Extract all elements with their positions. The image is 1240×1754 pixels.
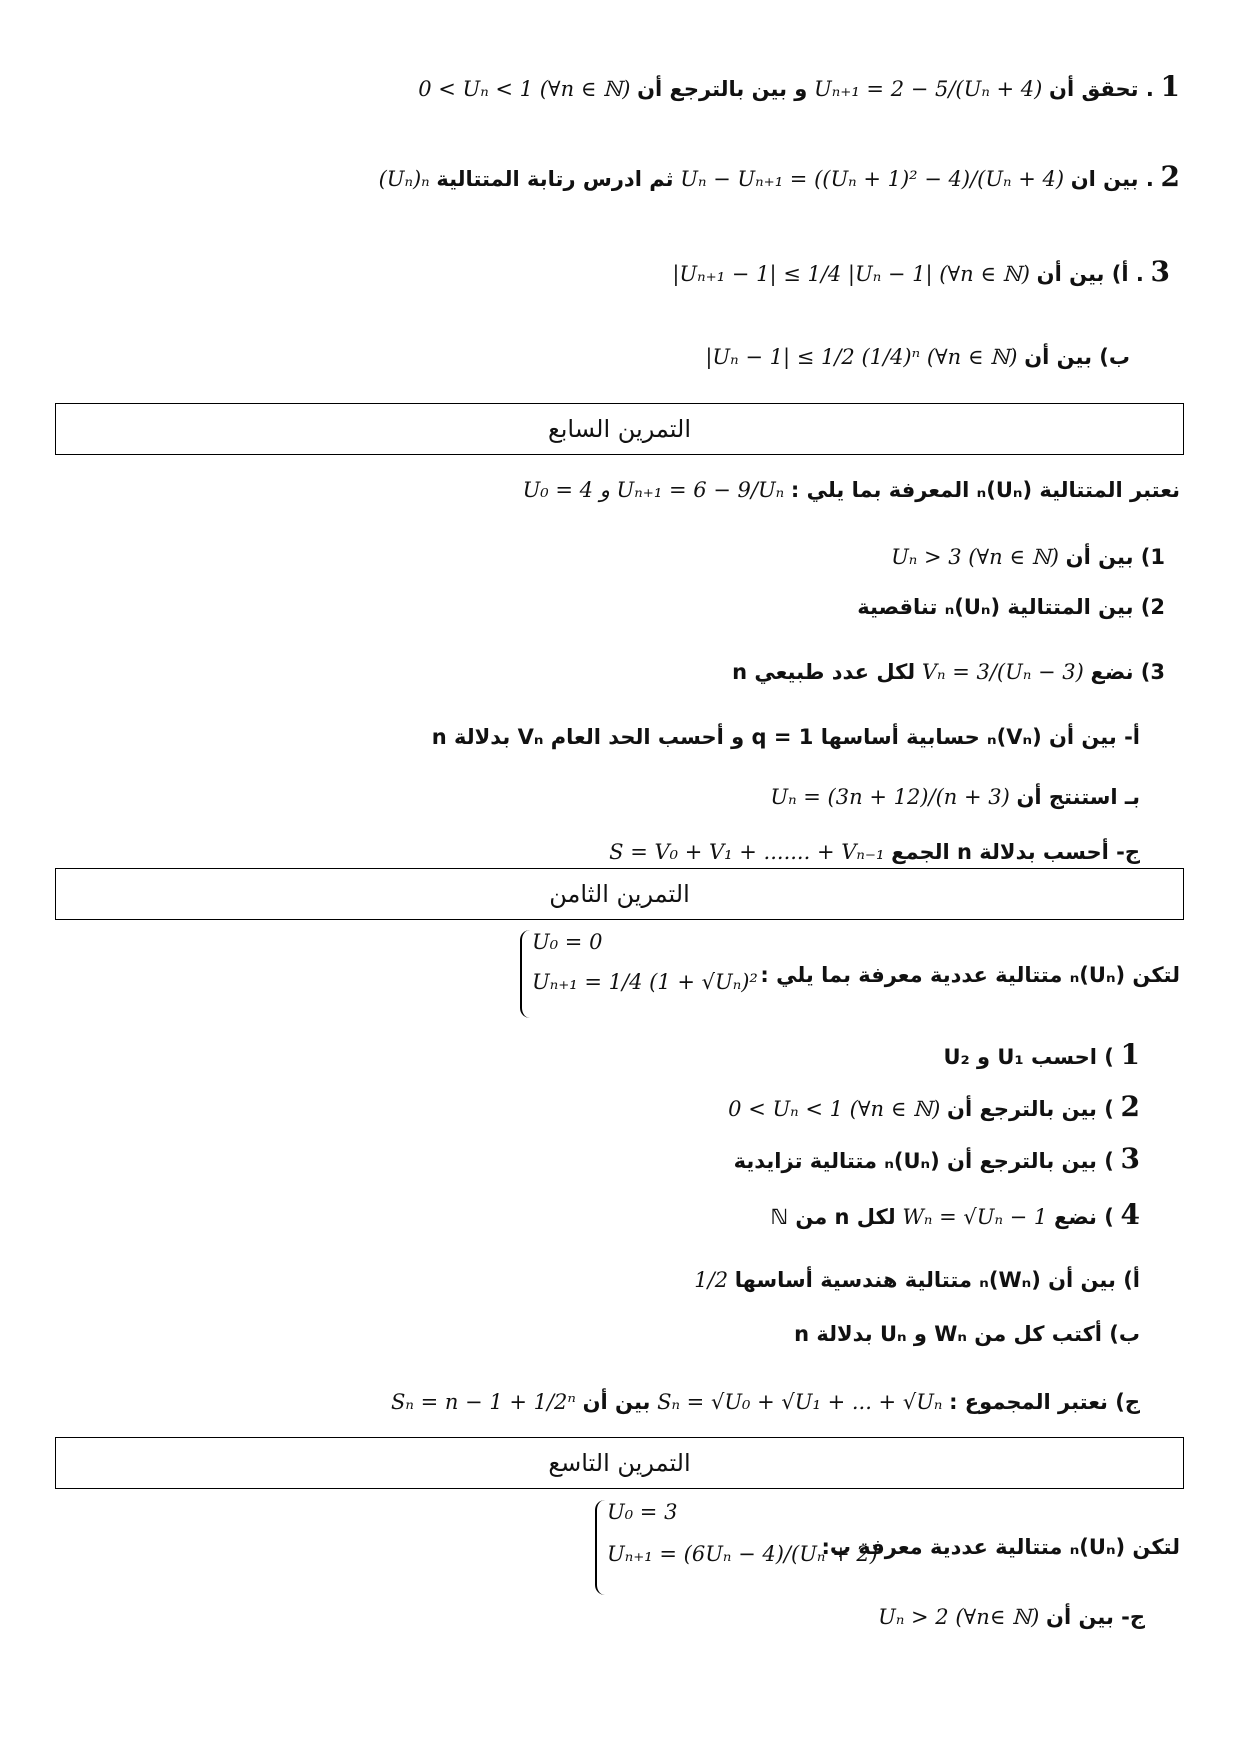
ex8-intro-text: لتكن (Uₙ)ₙ متتالية عددية معرفة بما يلي : — [760, 963, 1180, 987]
ex8-part-b — [40, 1322, 1140, 1347]
ex7-b-math: Uₙ = (3n + 12)/(n + 3) — [770, 785, 1010, 809]
q2-sequence: (Uₙ)ₙ — [378, 167, 430, 191]
ex9-intro-text: لتكن (Uₙ)ₙ متتالية عددية معرفة ب: — [821, 1535, 1180, 1559]
exercise-7-title: التمرين السابع — [55, 403, 1184, 455]
ex8-system — [520, 930, 758, 1018]
ex9-sys-line-2: Uₙ₊₁ = (6Uₙ − 4)/(Uₙ + 2) — [607, 1542, 878, 1566]
ex8-i2-number: 2 — [1120, 1090, 1140, 1123]
ex8-item-1 — [40, 1038, 1140, 1072]
ex8-i2-label: ) بين بالترجع أن — [947, 1097, 1114, 1121]
ex7-intro-math: U₀ = 4 و Uₙ₊₁ = 6 − 9/Uₙ — [522, 478, 785, 502]
question-1 — [40, 70, 1180, 104]
ex8-c-label: ج) نعتبر المجموع : — [949, 1390, 1140, 1414]
q2-number: 2 — [1160, 160, 1180, 193]
ex7-intro — [40, 478, 1180, 503]
ex8-a-math: 1/2 — [694, 1268, 729, 1292]
ex8-i4-label: ) نضع — [1053, 1205, 1114, 1229]
question-2 — [40, 160, 1180, 194]
ex9-system — [595, 1500, 878, 1595]
q1-bound: 0 < Uₙ < 1 (∀n ∈ ℕ) — [418, 77, 631, 101]
ex9-c-math: Uₙ > 2 (∀n∈ ℕ) — [878, 1605, 1040, 1629]
ex8-item-3 — [40, 1142, 1140, 1176]
q2-difference: Uₙ − Uₙ₊₁ = ((Uₙ + 1)² − 4)/(Uₙ + 4) — [680, 167, 1065, 191]
ex9-sys-line-1: U₀ = 3 — [607, 1500, 678, 1524]
ex8-i1-label: ) احسب U₁ و U₂ — [943, 1045, 1114, 1069]
ex8-i4-tail: لكل n من ℕ — [770, 1205, 896, 1229]
q3b-text: ب) بين أن — [1024, 345, 1130, 369]
ex9-part-c — [40, 1605, 1145, 1630]
q1-number: 1 — [1160, 70, 1180, 103]
ex7-part-c — [40, 840, 1140, 865]
ex8-c-math2: Sₙ = n − 1 + 1/2ⁿ — [391, 1390, 576, 1414]
ex8-i3-number: 3 — [1120, 1142, 1140, 1175]
ex8-i2-math: 0 < Uₙ < 1 (∀n ∈ ℕ) — [728, 1097, 941, 1121]
exercise-9-title: التمرين التاسع — [55, 1437, 1184, 1489]
ex7-item-3 — [40, 660, 1165, 685]
q3-number: 3 — [1150, 255, 1170, 288]
q1-text2: و بين بالترجع أن — [637, 77, 808, 101]
ex7-item-2 — [40, 595, 1165, 620]
q3a-inequality: |Uₙ₊₁ − 1| ≤ 1/4 |Uₙ − 1| (∀n ∈ ℕ) — [672, 262, 1030, 286]
ex7-c-label: ج- أحسب بدلالة n الجمع — [891, 840, 1140, 864]
ex7-i1-label: 1) بين أن — [1065, 545, 1165, 569]
ex8-part-c — [40, 1390, 1140, 1415]
question-3b — [40, 345, 1130, 370]
ex7-i3-tail: لكل عدد طبيعي n — [732, 660, 916, 684]
ex8-item-2 — [40, 1090, 1140, 1124]
ex8-c-math1: Sₙ = √U₀ + √U₁ + ... + √Uₙ — [657, 1390, 943, 1414]
ex7-i2-label: 2) بين المتتالية (Uₙ)ₙ تناقصية — [857, 595, 1165, 619]
ex7-part-b — [40, 785, 1140, 810]
ex8-a-label: أ) بين أن (Wₙ)ₙ متتالية هندسية أساسها — [734, 1268, 1140, 1292]
question-3a — [40, 255, 1170, 289]
q1-text: . تحقق أن — [1049, 77, 1154, 101]
ex8-i3-label: ) بين بالترجع أن (Uₙ)ₙ متتالية تزايدية — [733, 1149, 1114, 1173]
ex8-c-mid: بين أن — [582, 1390, 651, 1414]
ex8-i4-math: Wₙ = √Uₙ − 1 — [902, 1205, 1048, 1229]
ex7-intro-text: نعتبر المتتالية (Uₙ)ₙ المعرفة بما يلي : — [790, 478, 1180, 502]
ex9-c-label: ج- بين أن — [1046, 1605, 1145, 1629]
exercise-8-title: التمرين الثامن — [55, 868, 1184, 920]
q3a-text: . أ) بين أن — [1036, 262, 1144, 286]
ex8-sys-line-2: Uₙ₊₁ = 1/4 (1 + √Uₙ)² — [532, 970, 758, 994]
ex7-i1-math: Uₙ > 3 (∀n ∈ ℕ) — [891, 545, 1059, 569]
ex8-sys-line-1: U₀ = 0 — [532, 930, 603, 954]
ex7-i3-label: 3) نضع — [1090, 660, 1165, 684]
ex7-b-label: بـ استنتج أن — [1016, 785, 1140, 809]
ex8-item-4 — [40, 1198, 1140, 1232]
ex7-i3-math: Vₙ = 3/(Uₙ − 3) — [921, 660, 1084, 684]
ex8-b-label: ب) أكتب كل من Wₙ و Uₙ بدلالة n — [794, 1322, 1140, 1346]
ex8-i4-number: 4 — [1120, 1198, 1140, 1231]
ex7-a-label: أ- بين أن (Vₙ)ₙ حسابية أساسها q = 1 و أحسب الحد العام Vₙ بدلالة n — [431, 725, 1140, 749]
ex7-part-a — [40, 725, 1140, 750]
q1-recurrence: Uₙ₊₁ = 2 − 5/(Uₙ + 4) — [814, 77, 1043, 101]
ex8-i1-number: 1 — [1120, 1038, 1140, 1071]
ex8-part-a — [40, 1268, 1140, 1293]
q2-text: . بين ان — [1070, 167, 1154, 191]
ex7-c-math: S = V₀ + V₁ + ....... + Vₙ₋₁ — [609, 840, 885, 864]
ex7-item-1 — [40, 545, 1165, 570]
q2-text2: ثم ادرس رتابة المتتالية — [436, 167, 674, 191]
q3b-inequality: |Uₙ − 1| ≤ 1/2 (1/4)ⁿ (∀n ∈ ℕ) — [705, 345, 1018, 369]
